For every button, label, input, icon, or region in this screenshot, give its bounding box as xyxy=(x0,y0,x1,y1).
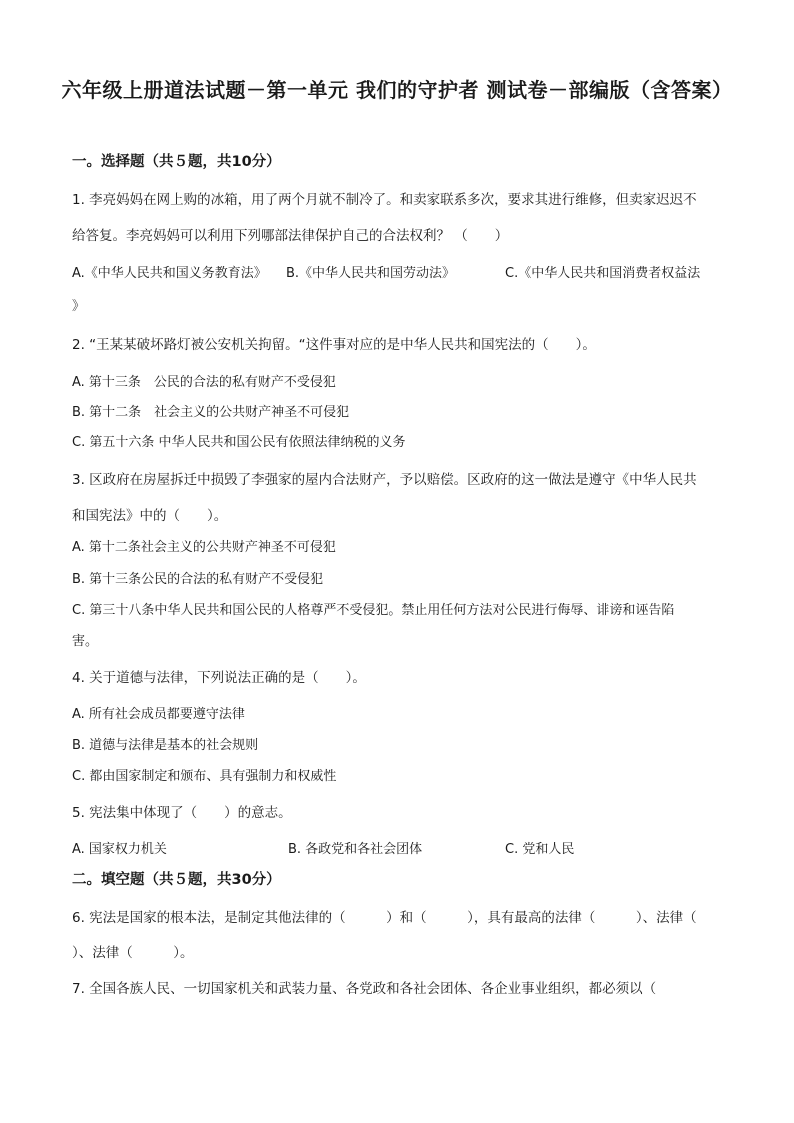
section-heading-fill-blank: 二。填空题（共５题，共30分） xyxy=(72,872,281,888)
question-7-stem-line1: 7. 全国各族人民、一切国家机关和武装力量、各党政和各社会团体、各企业事业组织，都必须以（ xyxy=(72,981,657,997)
question-3-option-b: B. 第十三条公民的合法的私有财产不受侵犯 xyxy=(72,572,324,587)
question-1-option-b: B.《中华人民共和国劳动法》 xyxy=(286,266,456,281)
question-4-stem: 4. 关于道德与法律，下列说法正确的是（ ）。 xyxy=(72,670,366,686)
question-3-stem-line2: 和国宪法》中的（ ）。 xyxy=(72,508,228,524)
question-2-stem: 2. “王某某破坏路灯被公安机关拘留。“这件事对应的是中华人民共和国宪法的（ ）。 xyxy=(72,337,596,353)
section-heading-choice: 一。选择题（共５题，共10分） xyxy=(72,154,281,170)
question-3-option-c-line2: 害。 xyxy=(72,634,99,649)
question-5-stem: 5. 宪法集中体现了（ ）的意志。 xyxy=(72,805,292,821)
question-2-option-b: B. 第十二条 社会主义的公共财产神圣不可侵犯 xyxy=(72,405,350,420)
question-2-option-a: A. 第十三条 公民的合法的私有财产不受侵犯 xyxy=(72,375,336,390)
question-5-option-a: A. 国家权力机关 xyxy=(72,842,167,857)
question-1-stem-line2: 给答复。李亮妈妈可以利用下列哪部法律保护自己的合法权利？ （ ） xyxy=(72,228,509,244)
question-5-option-c: C. 党和人民 xyxy=(505,842,575,857)
question-2-option-c: C. 第五十六条 中华人民共和国公民有依照法律纳税的义务 xyxy=(72,435,406,450)
question-3-stem-line1: 3. 区政府在房屋拆迁中损毁了李强家的屋内合法财产，予以赔偿。区政府的这一做法是遵守《中华人民共 xyxy=(72,472,697,488)
question-3-option-c-line1: C. 第三十八条中华人民共和国公民的人格尊严不受侵犯。禁止用任何方法对公民进行侮辱、诽谤和诬告陷 xyxy=(72,603,675,618)
question-4-option-b: B. 道德与法律是基本的社会规则 xyxy=(72,738,259,753)
question-1-option-a: A.《中华人民共和国义务教育法》 xyxy=(72,266,267,281)
question-4-option-a: A. 所有社会成员都要遵守法律 xyxy=(72,707,245,722)
question-6-stem-line2: ）、法律（ ）。 xyxy=(72,945,194,961)
question-5-option-b: B. 各政党和各社会团体 xyxy=(288,842,423,857)
document-title: 六年级上册道法试题－第一单元 我们的守护者 测试卷－部编版（含答案） xyxy=(61,78,733,102)
question-1-option-c: C.《中华人民共和国消费者权益法 xyxy=(505,266,701,281)
question-3-option-a: A. 第十二条社会主义的公共财产神圣不可侵犯 xyxy=(72,540,336,555)
question-1-stem-line1: 1. 李亮妈妈在网上购的冰箱，用了两个月就不制冷了。和卖家联系多次，要求其进行维修，但卖家迟迟不 xyxy=(72,192,697,208)
question-6-stem-line1: 6. 宪法是国家的根本法，是制定其他法律的（ ）和（ ），具有最高的法律（ ）、法律（ xyxy=(72,910,697,926)
question-1-option-c-end: 》 xyxy=(72,299,86,314)
question-4-option-c: C. 都由国家制定和颁布、具有强制力和权威性 xyxy=(72,769,337,784)
